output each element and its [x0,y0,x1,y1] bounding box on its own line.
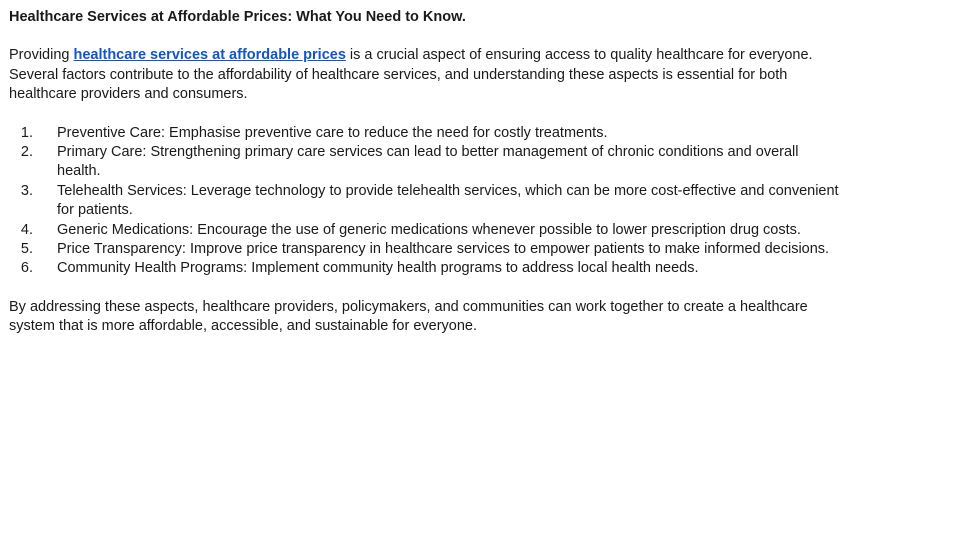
list-item [9,182,839,221]
list-item-text: Community Health Programs: Implement community health programs to address local health needs. [57,260,699,277]
list-item-number: 2. [20,144,33,161]
list-item-number: 4. [20,221,33,238]
list-item [9,124,839,143]
document-title: Healthcare Services at Affordable Prices: What You Need to Know. [9,9,466,25]
list-item-number: 6. [20,260,33,277]
list-item [9,143,839,182]
list-item-text: Telehealth Services: Leverage technology to provide telehealth services, which can be more cost-effective and convenient for patients. [57,182,839,219]
list-item [9,259,839,278]
list-item-text: Primary Care: Strengthening primary care services can lead to better management of chronic conditions and overall health. [57,144,799,180]
list-item-text: Preventive Care: Emphasise preventive care to reduce the need for costly treatments. [57,124,608,141]
closing-paragraph: By addressing these aspects, healthcare providers, policymakers, and communities can work together to create a healthcare system that is more affordable, accessible, and sustainable for everyone. [9,298,808,335]
list-item-number: 1. [20,124,33,141]
key-points-list [9,124,839,279]
list-item-number: 5. [20,241,33,258]
list-item-text: Price Transparency: Improve price transparency in healthcare services to empower patients to make informed decisions. [57,241,830,258]
list-item [9,240,839,259]
list-item-text: Generic Medications: Encourage the use of generic medications whenever possible to lower prescription drug costs. [57,221,801,238]
intro-text-before: Providing [9,47,74,64]
list-item-number: 3. [20,182,33,199]
affordable-healthcare-link[interactable]: healthcare services at affordable prices [73,47,346,64]
intro-text-after: is a crucial aspect of ensuring access to quality healthcare for everyone. Several factors contribute to the affordability of healthcare services, and understanding these aspects is essential for both healthcare providers and consumers. [9,47,813,103]
list-item [9,221,839,240]
intro-paragraph [9,46,854,104]
